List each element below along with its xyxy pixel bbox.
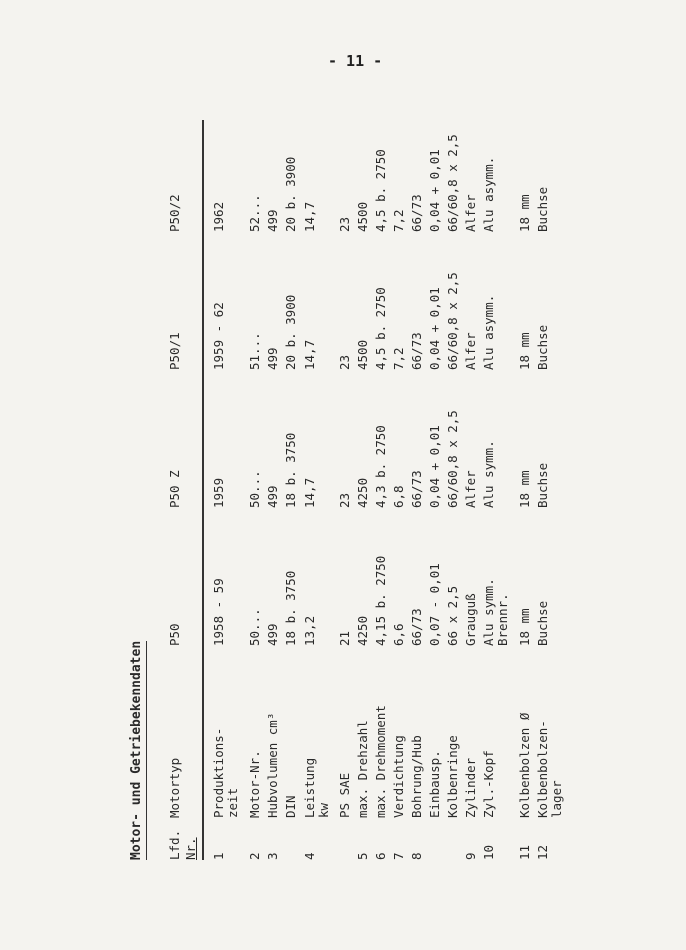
row-label: Hubvolumen cm³	[265, 712, 280, 818]
cell-p50-1: 51...	[247, 332, 262, 370]
header-p50z: P50 Z	[167, 470, 182, 508]
row-label: Produktions-	[211, 727, 226, 818]
cell-p50-1: 66/60,8 x 2,5	[445, 272, 460, 370]
row-label: Kolbenbolzen-	[535, 720, 550, 818]
row-number: 5	[355, 852, 370, 860]
cell-p50: 0,07 - 0,01	[427, 563, 442, 646]
row-label: Zyl.-Kopf	[481, 750, 496, 818]
row-label: Kolbenbolzen Ø	[517, 712, 532, 818]
cell-p50-1: 0,04 + 0,01	[427, 287, 442, 370]
header-p50-2: P50/2	[167, 194, 182, 232]
rotated-table	[128, 120, 618, 860]
cell-p50-2: 14,7	[302, 201, 317, 232]
cell-p50: 13,2	[302, 615, 317, 646]
cell-p50z: 499	[265, 485, 280, 508]
cell-p50-1: Alfer	[463, 332, 478, 370]
cell-p50-2: 0,04 + 0,01	[427, 149, 442, 232]
header-p50-1: P50/1	[167, 332, 182, 370]
cell-p50-1: Buchse	[535, 324, 550, 370]
cell-p50z: 18 mm	[517, 470, 532, 508]
cell-p50-extra: Brennr.	[495, 593, 510, 646]
header-p50: P50	[167, 623, 182, 646]
cell-p50z: 14,7	[302, 477, 317, 508]
header-nr: Nr.	[183, 837, 198, 860]
cell-p50-1: 23	[337, 354, 352, 370]
cell-p50-1: 499	[265, 347, 280, 370]
cell-p50z: 1959	[211, 477, 226, 508]
row-number: 12	[535, 844, 550, 860]
cell-p50z: 50...	[247, 470, 262, 508]
row-label: DIN	[283, 795, 298, 818]
row-label: lager	[549, 780, 564, 818]
cell-p50-1: 14,7	[302, 339, 317, 370]
cell-p50z: 66/60,8 x 2,5	[445, 410, 460, 508]
cell-p50-2: Alfer	[463, 194, 478, 232]
cell-p50-2: 23	[337, 216, 352, 232]
row-label: max. Drehmoment	[373, 705, 388, 818]
cell-p50-2: 7,2	[391, 209, 406, 232]
cell-p50z: 6,8	[391, 485, 406, 508]
row-number: 6	[373, 852, 388, 860]
cell-p50-1: 66/73	[409, 332, 424, 370]
cell-p50: 499	[265, 623, 280, 646]
cell-p50: 18 b. 3750	[283, 570, 298, 646]
cell-p50z: 23	[337, 492, 352, 508]
cell-p50z: Buchse	[535, 462, 550, 508]
header-lfd: Lfd.	[167, 829, 182, 860]
row-number: 11	[517, 844, 532, 860]
row-label: Leistung	[302, 757, 317, 818]
cell-p50: 4,15 b. 2750	[373, 555, 388, 646]
cell-p50-1: Alu asymm.	[481, 294, 496, 370]
row-label: Kolbenringe	[445, 735, 460, 818]
row-label: max. Drehzahl	[355, 720, 370, 818]
table-header	[166, 120, 202, 860]
row-label: kw	[316, 802, 331, 818]
cell-p50z: 66/73	[409, 470, 424, 508]
cell-p50-2: Buchse	[535, 186, 550, 232]
cell-p50: Grauguß	[463, 593, 478, 646]
cell-p50-2: Alu asymm.	[481, 156, 496, 232]
header-motortyp: Motortyp	[167, 757, 182, 818]
cell-p50: 18 mm	[517, 608, 532, 646]
cell-p50: 50...	[247, 608, 262, 646]
row-number: 3	[265, 852, 280, 860]
cell-p50: 1958 - 59	[211, 578, 226, 646]
row-label: Bohrung/Hub	[409, 735, 424, 818]
row-label: PS SAE	[337, 772, 352, 818]
cell-p50z: 18 b. 3750	[283, 432, 298, 508]
cell-p50-2: 66/73	[409, 194, 424, 232]
cell-p50: Alu symm.	[481, 578, 496, 646]
cell-p50z: 4,3 b. 2750	[373, 425, 388, 508]
row-number: 4	[302, 852, 317, 860]
row-label: Motor-Nr.	[247, 750, 262, 818]
cell-p50-2: 4500	[355, 201, 370, 232]
cell-p50z: Alu symm.	[481, 440, 496, 508]
cell-p50-2: 20 b. 3900	[283, 156, 298, 232]
cell-p50-1: 1959 - 62	[211, 302, 226, 370]
cell-p50z: 0,04 + 0,01	[427, 425, 442, 508]
cell-p50: 66 x 2,5	[445, 585, 460, 646]
row-label: Einbausp.	[427, 750, 442, 818]
cell-p50z: Alfer	[463, 470, 478, 508]
cell-p50-1: 4500	[355, 339, 370, 370]
row-label: Verdichtung	[391, 735, 406, 818]
row-label: Zylinder	[463, 757, 478, 818]
cell-p50: 6,6	[391, 623, 406, 646]
header-rule	[202, 120, 204, 860]
cell-p50-1: 20 b. 3900	[283, 294, 298, 370]
cell-p50-1: 7,2	[391, 347, 406, 370]
row-number: 7	[391, 852, 406, 860]
cell-p50-2: 4,5 b. 2750	[373, 149, 388, 232]
cell-p50: Buchse	[535, 600, 550, 646]
cell-p50-2: 66/60,8 x 2,5	[445, 134, 460, 232]
cell-p50-2: 52...	[247, 194, 262, 232]
cell-p50-1: 4,5 b. 2750	[373, 287, 388, 370]
cell-p50z: 4250	[355, 477, 370, 508]
row-number: 10	[481, 844, 496, 860]
row-label: zeit	[225, 787, 240, 818]
row-number: 2	[247, 852, 262, 860]
row-number: 8	[409, 852, 424, 860]
cell-p50-1: 18 mm	[517, 332, 532, 370]
cell-p50-2: 1962	[211, 201, 226, 232]
row-number: 9	[463, 852, 478, 860]
row-number: 1	[211, 852, 226, 860]
cell-p50: 4250	[355, 615, 370, 646]
cell-p50: 21	[337, 630, 352, 646]
page-number: - 11 -	[328, 52, 383, 70]
table-title: Motor- und Getriebekenndaten	[128, 641, 147, 860]
cell-p50-2: 499	[265, 209, 280, 232]
cell-p50: 66/73	[409, 608, 424, 646]
cell-p50-2: 18 mm	[517, 194, 532, 232]
